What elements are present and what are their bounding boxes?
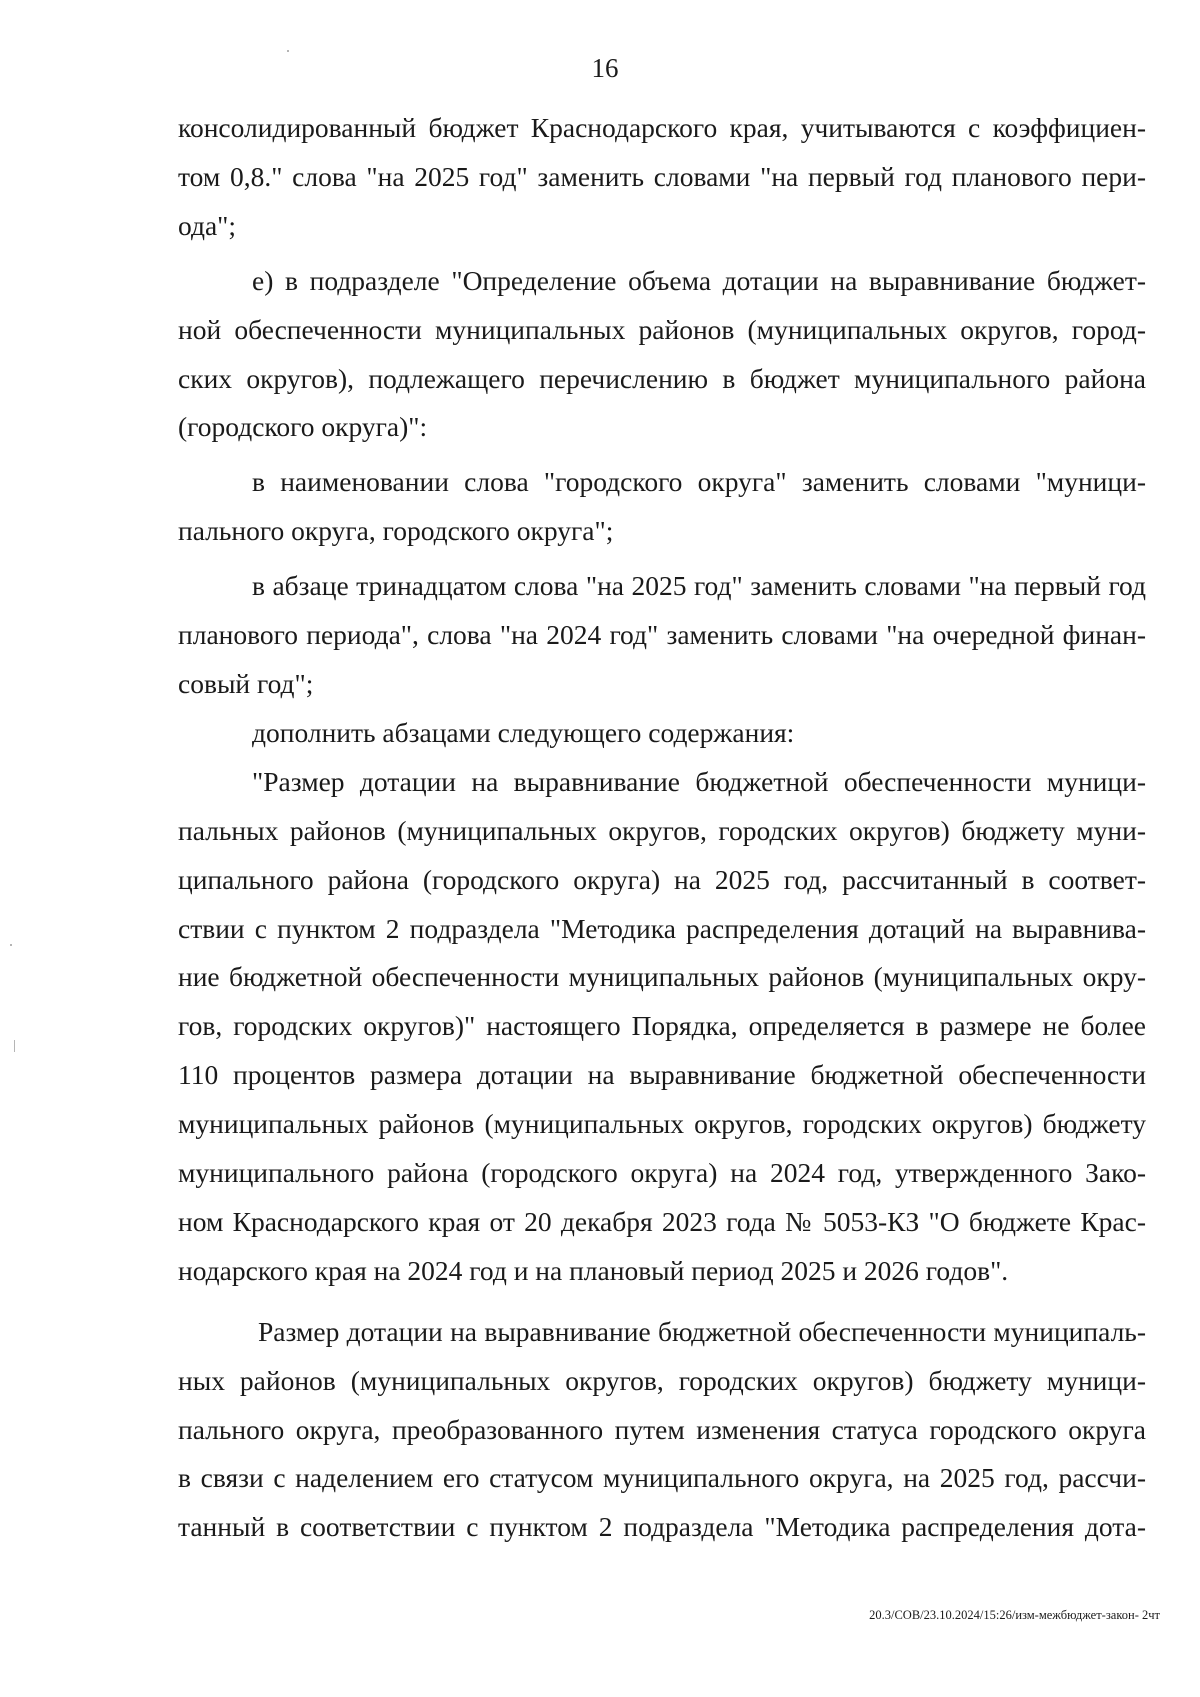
- page-number: 16: [591, 53, 619, 83]
- paragraph-quoted-first: [178, 758, 1146, 1296]
- scan-speck: [14, 1040, 15, 1052]
- text-line: "Размер дотации на выравнивание бюджетной обеспеченности муници-: [252, 765, 1146, 797]
- text-line: том 0,8." слова "на 2025 год" заменить словами "на первый год планового пери-: [178, 160, 1146, 192]
- text-line: дополнить абзацами следующего содержания:: [252, 716, 795, 748]
- text-line: в наименовании слова "городского округа" заменить словами "муници-: [252, 466, 1146, 498]
- text-line: в абзаце тринадцатом слова "на 2025 год" заменить словами "на первый год: [252, 570, 1146, 602]
- text-line: планового периода", слова "на 2024 год" заменить словами "на очередной финан-: [178, 619, 1146, 651]
- text-line: пального округа, городского округа";: [178, 515, 614, 547]
- text-line: муниципальных районов (муниципальных округов, городских округов) бюджету: [178, 1108, 1146, 1140]
- paragraph-title-change: [178, 458, 1146, 556]
- paragraph-supplement-intro: [178, 709, 1146, 758]
- text-line: гов, городских округов)" настоящего Порядка, определяется в размере не более: [178, 1010, 1146, 1042]
- paragraph-quoted-second: [178, 1308, 1146, 1553]
- text-line: Размер дотации на выравнивание бюджетной обеспеченности муниципаль-: [258, 1315, 1146, 1347]
- text-line: муниципального района (городского округа) на 2024 год, утвержденного Зако-: [178, 1157, 1146, 1189]
- text-line: ствии с пунктом 2 подраздела "Методика распределения дотаций на выравнива-: [178, 912, 1146, 944]
- text-line: ном Краснодарского края от 20 декабря 2023 года № 5053-КЗ "О бюджете Крас-: [178, 1205, 1146, 1237]
- scan-speck: [287, 50, 289, 52]
- text-line: (городского округа)":: [178, 411, 428, 443]
- text-line: нодарского края на 2024 год и на плановый период 2025 и 2026 годов".: [178, 1254, 1009, 1286]
- text-line: танный в соответствии с пунктом 2 подраздела "Методика распределения дота-: [178, 1511, 1146, 1543]
- paragraph-subsection-e: [178, 257, 1146, 453]
- text-line: ние бюджетной обеспеченности муниципальных районов (муниципальных окру-: [178, 961, 1146, 993]
- text-line: ной обеспеченности муниципальных районов (муниципальных округов, город-: [178, 313, 1146, 345]
- scan-speck: [10, 944, 12, 946]
- text-line: ципального района (городского округа) на 2025 год, рассчитанный в соответ-: [178, 863, 1146, 895]
- text-line: пальных районов (муниципальных округов, городских округов) бюджету муни-: [178, 814, 1146, 846]
- text-line: е) в подразделе "Определение объема дотации на выравнивание бюджет-: [252, 264, 1146, 296]
- text-line: ских округов), подлежащего перечислению в бюджет муниципального района: [178, 362, 1146, 394]
- paragraph-intro-continuation: [178, 104, 1146, 251]
- document-body: [178, 104, 1146, 1552]
- text-line: совый год";: [178, 667, 314, 699]
- paragraph-thirteenth-clause: [178, 562, 1146, 709]
- text-line: 110 процентов размера дотации на выравнивание бюджетной обеспеченности: [178, 1059, 1146, 1091]
- text-line: ных районов (муниципальных округов, городских округов) бюджету муници-: [178, 1364, 1146, 1396]
- text-line: ода";: [178, 209, 237, 241]
- document-footer-code: 20.3/СОВ/23.10.2024/15:26/изм-межбюджет-закон- 2чт: [869, 1608, 1160, 1622]
- text-line: пального округа, преобразованного путем изменения статуса городского округа: [178, 1413, 1146, 1445]
- text-line: консолидированный бюджет Краснодарского края, учитываются с коэффициен-: [178, 112, 1146, 143]
- text-line: в связи с наделением его статусом муниципального округа, на 2025 год, рассчи-: [178, 1462, 1146, 1494]
